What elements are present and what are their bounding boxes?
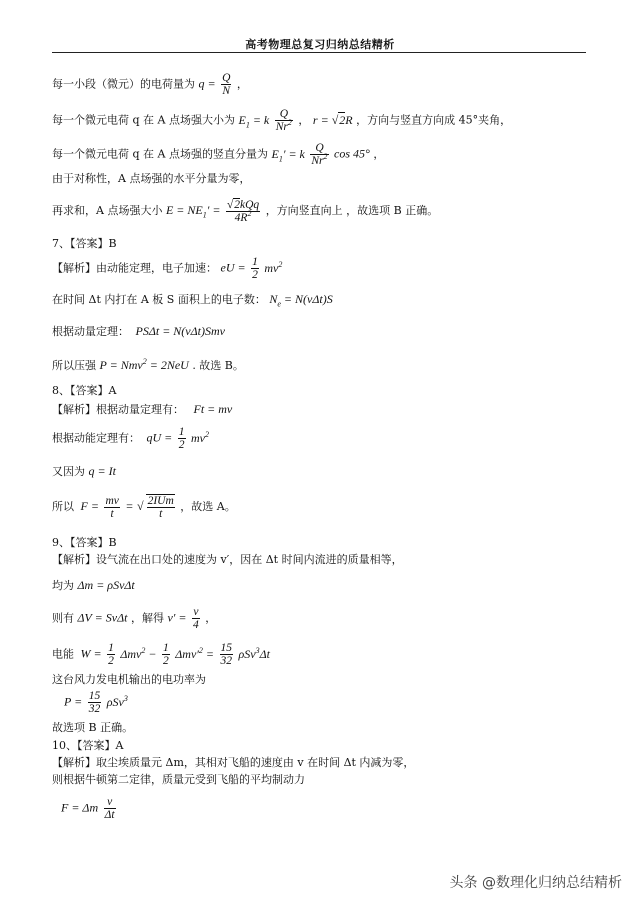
watermark: 头条 @数理化归纳总结精析 [449,875,622,891]
text-line: 再求和，A 点场强大小 $E = NE_1'$ = $\frac{\text{√2kQq}}{4R^2}$ ，方向竖直向上 ，故选项 B 正确。 [52,199,439,224]
text-line: 【解析】根据动量定理有： Ft = mv [52,402,233,416]
text-line: 每一小段（微元）的电荷量为 q = $\frac{Q}{N}$ ， [52,72,248,97]
answer-heading: 9、【答案】B [52,536,117,549]
answer-heading: 8、【答案】A [52,384,117,397]
text-line: 故选项 B 正确。 [52,721,134,734]
text-line: 这台风力发电机输出的电功率为 [52,673,206,686]
text-line: F = Δm $\frac{v}{\Delta t}$ [52,796,115,821]
text-line: 所以 F = $\frac{mv}{t}$ = √ $\frac{\text{2IUm}}{t}$ ，故选 A。 [52,494,236,520]
text-line: 【解析】设气流在出口处的速度为 v′，因在 Δt 时间内流进的质量相等， [52,553,403,566]
header-rule [52,52,586,53]
text-line: 均为 Δm = ρSvΔt [52,578,135,592]
text-line: 则有 ΔV = SvΔt ，解得 v′ = $\frac{v}{4}$ ， [52,606,217,631]
text-line: P = $\frac{15}{32}$ ρSv$^3$ [52,690,128,715]
text-line: 电能 W = $\frac{1}{2}$ Δmv$^2$ − $\frac{1}{2}$ $\Delta mv'^2$ = $\frac{15}{32}$ ρSv$^3$Δt [52,642,271,667]
text-line: 在时间 Δt 内打在 A 板 S 面积上的电子数： $N_e = N(v\Delta t)S$ [52,292,333,309]
text-line: 根据动量定理： PSΔt = N(vΔt)Smv [52,324,225,338]
answer-heading: 7、【答案】B [52,237,117,250]
text-line: 每一个微元电荷 q 在 A 点场强大小为 $E_1 = k$ $\frac{Q}{Nr^2}$ ， r = √2R ，方向与竖直方向成 45°夹角， [52,108,512,133]
text-line: 又因为 q = It [52,464,116,478]
text-line: 每一个微元电荷 q 在 A 点场强的竖直分量为 $E_1' = k$ $\frac{Q}{Nr^2}$ cos 45° ， [52,142,385,167]
text-line: 【解析】由动能定理，电子加速： eU = $\frac{1}{2}$ $mv^2$ [52,256,283,281]
page-header: 高考物理总复习归纳总结精析 [245,38,395,51]
text-line: 由于对称性，A 点场强的水平分量为零， [52,172,251,185]
answer-heading: 10、【答案】A [52,739,124,752]
text-line: 根据动能定理有： qU = $\frac{1}{2}$ $mv^2$ [52,426,210,451]
text-line: 则根据牛顿第二定律，质量元受到飞船的平均制动力 [52,773,305,786]
text-line: 【解析】取尘埃质量元 Δm，其相对飞船的速度由 v 在时间 Δt 内减为零， [52,756,415,769]
text-line: 所以压强 P = Nmv$^2$ = 2NeU . 故选 B。 [52,357,244,372]
